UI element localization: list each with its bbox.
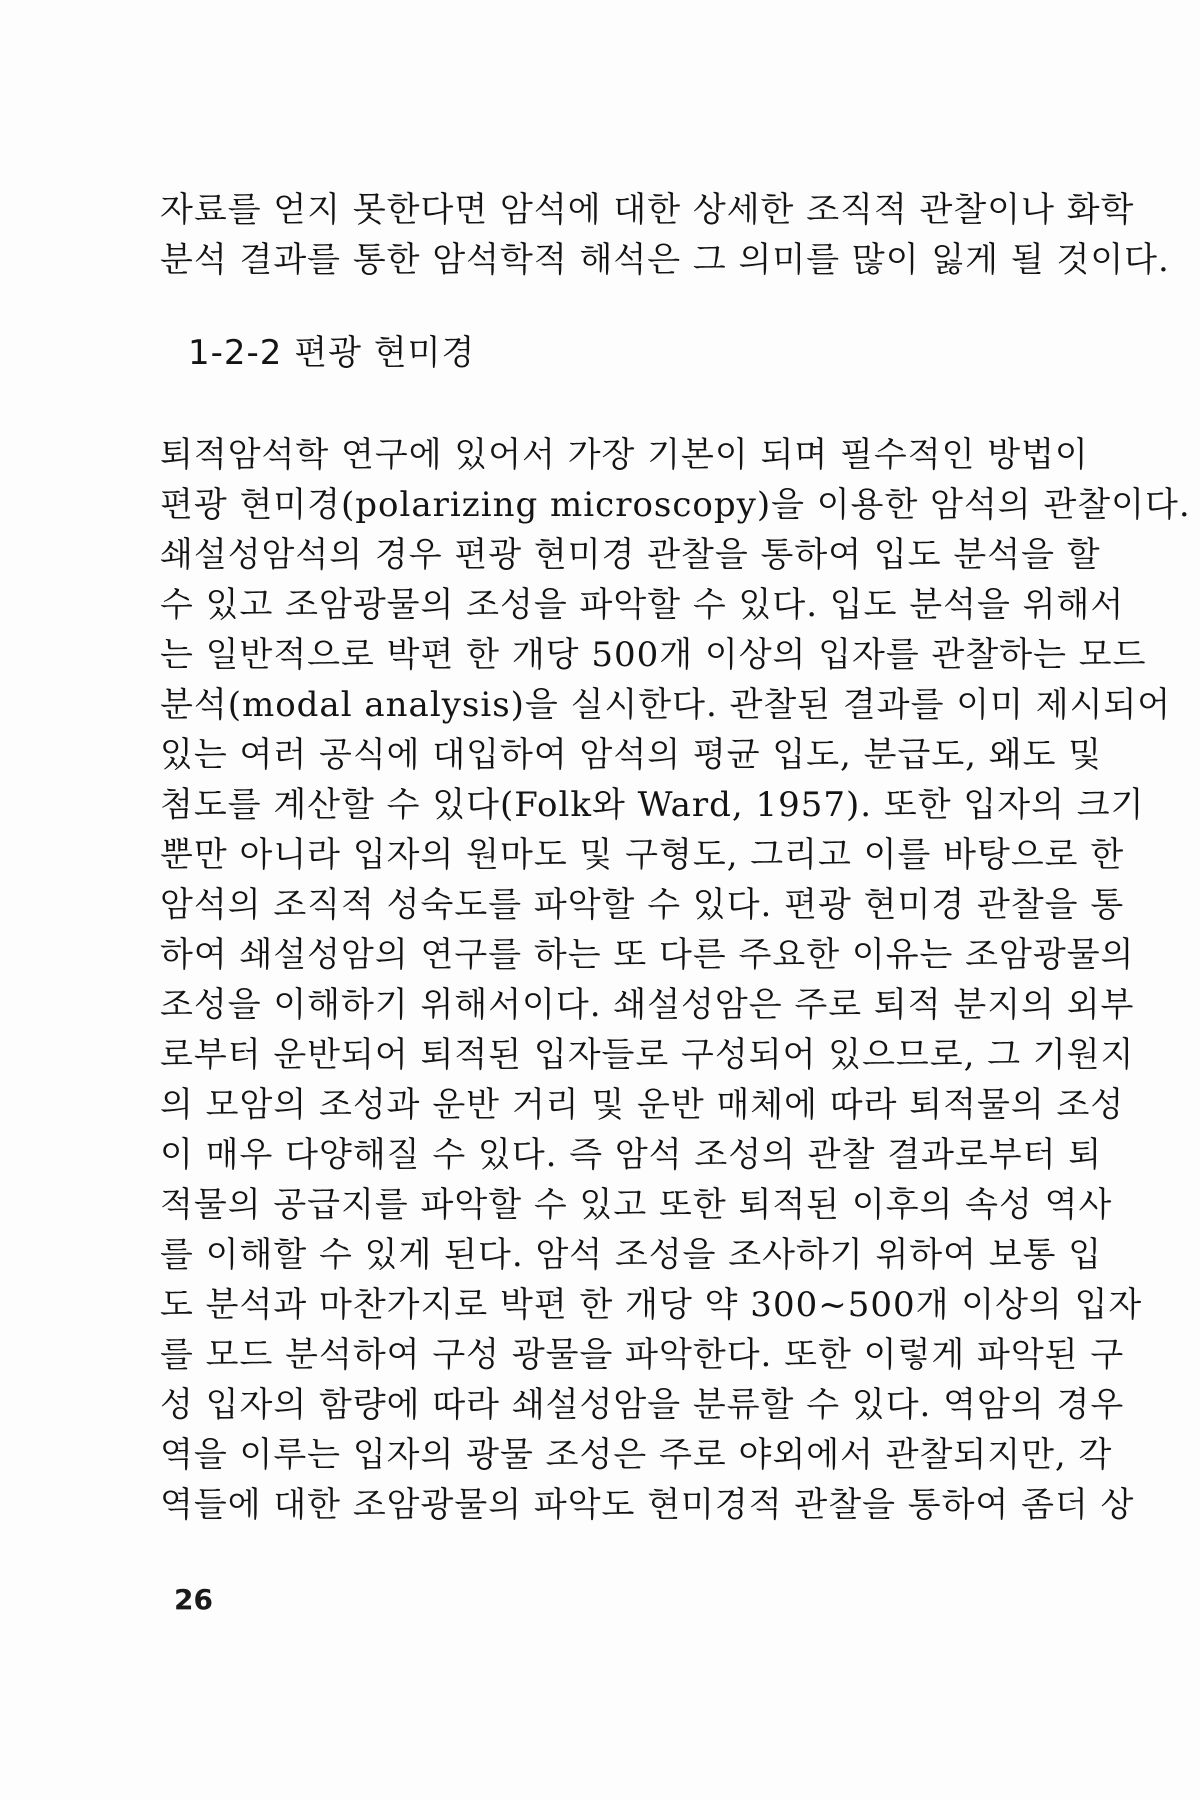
text-line: 퇴적암석학 연구에 있어서 가장 기본이 되며 필수적인 방법이 [160,435,1089,475]
text-line: 적물의 공급지를 파악할 수 있고 또한 퇴적된 이후의 속성 역사 [160,1185,1113,1225]
text-line: 쇄설성암석의 경우 편광 현미경 관찰을 통하여 입도 분석을 할 [160,535,1101,575]
text-line: 역들에 대한 조암광물의 파악도 현미경적 관찰을 통하여 좀더 상 [160,1485,1135,1525]
text-line: 뿐만 아니라 입자의 원마도 및 구형도, 그리고 이를 바탕으로 한 [160,835,1125,875]
text-line: 를 이해할 수 있게 된다. 암석 조성을 조사하기 위하여 보통 입 [160,1235,1103,1275]
text-line: 자료를 얻지 못한다면 암석에 대한 상세한 조직적 관찰이나 화학 [160,190,1135,230]
section-heading: 1-2-2 편광 현미경 [188,333,476,373]
text-line: 분석 결과를 통한 암석학적 해석은 그 의미를 많이 잃게 될 것이다. [160,240,1170,280]
text-line: 의 모암의 조성과 운반 거리 및 운반 매체에 따라 퇴적물의 조성 [160,1085,1125,1125]
text-line: 는 일반적으로 박편 한 개당 500개 이상의 입자를 관찰하는 모드 [160,635,1147,675]
text-line: 분석(modal analysis)을 실시한다. 관찰된 결과를 이미 제시되어 [160,685,1172,725]
text-line: 암석의 조직적 성숙도를 파악할 수 있다. 편광 현미경 관찰을 통 [160,885,1125,925]
page-number: 26 [174,1583,213,1616]
text-line: 역을 이루는 입자의 광물 조성은 주로 야외에서 관찰되지만, 각 [160,1435,1113,1475]
text-line: 있는 여러 공식에 대입하여 암석의 평균 입도, 분급도, 왜도 및 [160,735,1103,775]
text-line: 성 입자의 함량에 따라 쇄설성암을 분류할 수 있다. 역암의 경우 [160,1385,1125,1425]
text-line: 조성을 이해하기 위해서이다. 쇄설성암은 주로 퇴적 분지의 외부 [160,985,1135,1025]
text-line: 수 있고 조암광물의 조성을 파악할 수 있다. 입도 분석을 위해서 [160,585,1125,625]
text-line: 편광 현미경(polarizing microscopy)을 이용한 암석의 관찰이다. [160,485,1191,525]
text-line: 하여 쇄설성암의 연구를 하는 또 다른 주요한 이유는 조암광물의 [160,935,1135,975]
text-line: 이 매우 다양해질 수 있다. 즉 암석 조성의 관찰 결과로부터 퇴 [160,1135,1103,1175]
text-line: 도 분석과 마찬가지로 박편 한 개당 약 300~500개 이상의 입자 [160,1285,1143,1325]
text-line: 로부터 운반되어 퇴적된 입자들로 구성되어 있으므로, 그 기원지 [160,1035,1135,1075]
text-line: 를 모드 분석하여 구성 광물을 파악한다. 또한 이렇게 파악된 구 [160,1335,1125,1375]
text-line: 첨도를 계산할 수 있다(Folk와 Ward, 1957). 또한 입자의 크기 [160,785,1145,825]
